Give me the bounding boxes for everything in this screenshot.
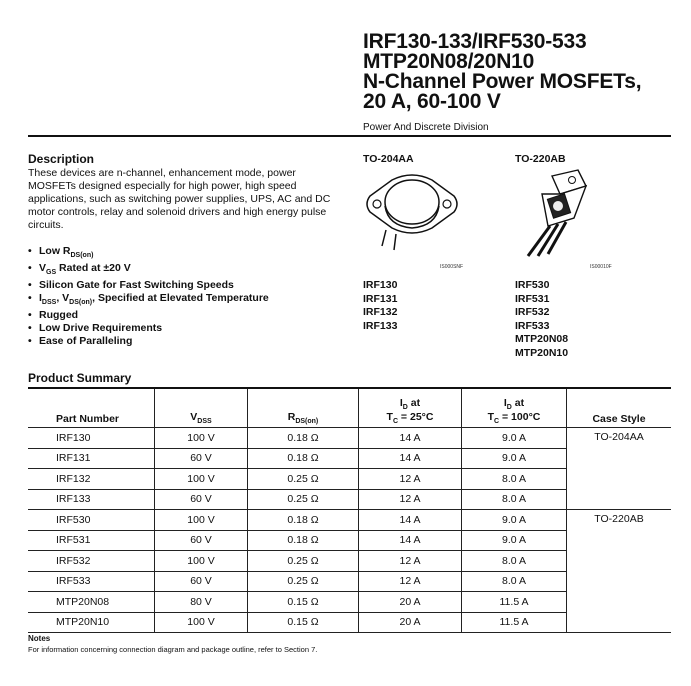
cell-id25: 12 A bbox=[359, 489, 462, 510]
part-item: IRF132 bbox=[363, 306, 398, 318]
cell-id25: 14 A bbox=[359, 510, 462, 531]
title-line: IRF130-133/IRF530-533 bbox=[363, 30, 587, 53]
cell-vdss: 60 V bbox=[155, 489, 248, 510]
part-item: IRF133 bbox=[363, 319, 398, 332]
cell-vdss: 100 V bbox=[155, 612, 248, 633]
cell-rds: 0.15 Ω bbox=[248, 612, 359, 633]
cell-part: IRF132 bbox=[28, 469, 155, 490]
cell-vdss: 80 V bbox=[155, 592, 248, 613]
product-summary-heading: Product Summary bbox=[28, 371, 132, 385]
column-header-case-style: Case Style bbox=[567, 388, 672, 428]
feature-item: • Silicon Gate for Fast Switching Speeds bbox=[28, 279, 269, 292]
cell-part: IRF133 bbox=[28, 489, 155, 510]
column-header-part-number: Part Number bbox=[56, 413, 120, 425]
cell-vdss: 100 V bbox=[155, 510, 248, 531]
cell-part: IRF130 bbox=[28, 428, 155, 449]
cell-part: IRF131 bbox=[28, 448, 155, 469]
part-item: MTP20N08 bbox=[515, 333, 569, 345]
column-header-vdss: $V_{DSS}$ bbox=[155, 388, 248, 428]
feature-item: • Rugged bbox=[28, 309, 269, 322]
to220ab-part-list bbox=[515, 279, 568, 360]
cell-rds: 0.15 Ω bbox=[248, 592, 359, 613]
package-label-to220ab: TO-220AB bbox=[515, 153, 566, 165]
cell-id100: 11.5 A bbox=[462, 612, 567, 633]
cell-id100: 9.0 A bbox=[462, 428, 567, 449]
cell-vdss: 100 V bbox=[155, 428, 248, 449]
to220ab-package-image bbox=[512, 166, 592, 262]
title-line: N-Channel Power MOSFETs, bbox=[363, 70, 642, 93]
cell-id25: 20 A bbox=[359, 592, 462, 613]
table-header-row bbox=[28, 388, 671, 428]
cell-id25: 12 A bbox=[359, 551, 462, 572]
notes-body: For information concerning connection diagram and package outline, refer to Section 7. bbox=[28, 645, 318, 654]
cell-id100: 8.0 A bbox=[462, 571, 567, 592]
part-item: MTP20N10 bbox=[515, 346, 569, 359]
cell-rds: 0.18 Ω bbox=[248, 428, 359, 449]
column-header-rds-on: $R_{DS(on)}$ bbox=[248, 388, 359, 428]
description-heading: Description bbox=[28, 152, 95, 166]
division-label: Power And Discrete Division bbox=[363, 122, 489, 133]
feature-item: • $I_{DSS}$, $V_{DS(on)}$, Specified at Elevated Temperature bbox=[28, 292, 269, 309]
figure-code: IS00010F bbox=[590, 264, 612, 270]
cell-id100: 9.0 A bbox=[462, 530, 567, 551]
feature-item: • Ease of Paralleling bbox=[28, 335, 269, 348]
header-divider bbox=[28, 135, 671, 137]
cell-rds: 0.25 Ω bbox=[248, 571, 359, 592]
description-body: These devices are n-channel, enhancement mode, power MOSFETs designed especially for high power, high speed applications, such as switching power supplies, UPS, AC and DC motor controls, relay and solenoid drivers and high energy pulse circuits. bbox=[28, 167, 331, 231]
cell-part: IRF533 bbox=[28, 571, 155, 592]
part-item: IRF530 bbox=[515, 279, 550, 291]
cell-rds: 0.25 Ω bbox=[248, 551, 359, 572]
table-row bbox=[28, 428, 671, 449]
figure-code: IS000SNF bbox=[440, 264, 464, 270]
cell-rds: 0.18 Ω bbox=[248, 510, 359, 531]
cell-id100: 9.0 A bbox=[462, 448, 567, 469]
part-item: IRF531 bbox=[515, 292, 550, 305]
cell-id25: 20 A bbox=[359, 612, 462, 633]
cell-vdss: 100 V bbox=[155, 469, 248, 490]
part-item: IRF533 bbox=[515, 319, 550, 332]
notes-heading: Notes bbox=[28, 634, 51, 643]
cell-part: IRF532 bbox=[28, 551, 155, 572]
cell-id25: 14 A bbox=[359, 448, 462, 469]
title-line: MTP20N08/20N10 bbox=[363, 50, 535, 73]
cell-rds: 0.25 Ω bbox=[248, 489, 359, 510]
cell-rds: 0.18 Ω bbox=[248, 448, 359, 469]
cell-id100: 9.0 A bbox=[462, 510, 567, 531]
part-item: IRF131 bbox=[363, 292, 398, 305]
cell-id100: 8.0 A bbox=[462, 551, 567, 572]
cell-rds: 0.25 Ω bbox=[248, 469, 359, 490]
to204aa-package-image bbox=[362, 166, 462, 262]
feature-item: • Low $R_{DS(on)}$ bbox=[28, 245, 269, 262]
cell-case-style: TO-204AA bbox=[567, 428, 672, 510]
cell-id100: 8.0 A bbox=[462, 489, 567, 510]
cell-vdss: 60 V bbox=[155, 530, 248, 551]
cell-id25: 12 A bbox=[359, 469, 462, 490]
feature-item: • $V_{GS}$ Rated at ±20 V bbox=[28, 262, 269, 279]
column-header-id-25c: $I_D$ at $T_C = 25^\circ C$ bbox=[359, 388, 462, 428]
feature-item: • Low Drive Requirements bbox=[28, 322, 269, 335]
document-title bbox=[363, 32, 641, 112]
cell-vdss: 100 V bbox=[155, 551, 248, 572]
product-summary-table bbox=[28, 387, 671, 633]
table-row bbox=[28, 510, 671, 531]
cell-id100: 8.0 A bbox=[462, 469, 567, 490]
cell-id100: 11.5 A bbox=[462, 592, 567, 613]
cell-vdss: 60 V bbox=[155, 448, 248, 469]
cell-part: MTP20N10 bbox=[28, 612, 155, 633]
cell-id25: 12 A bbox=[359, 571, 462, 592]
package-label-to204aa: TO-204AA bbox=[363, 153, 414, 165]
cell-id25: 14 A bbox=[359, 530, 462, 551]
part-item: IRF532 bbox=[515, 306, 550, 318]
cell-part: MTP20N08 bbox=[28, 592, 155, 613]
cell-id25: 14 A bbox=[359, 428, 462, 449]
cell-part: IRF530 bbox=[28, 510, 155, 531]
part-item: IRF130 bbox=[363, 279, 398, 291]
cell-vdss: 60 V bbox=[155, 571, 248, 592]
feature-list bbox=[28, 245, 269, 348]
to204aa-part-list bbox=[363, 279, 397, 333]
cell-part: IRF531 bbox=[28, 530, 155, 551]
title-line: 20 A, 60-100 V bbox=[363, 90, 501, 113]
cell-rds: 0.18 Ω bbox=[248, 530, 359, 551]
column-header-id-100c: $I_D$ at $T_C = 100^\circ C$ bbox=[462, 388, 567, 428]
cell-case-style: TO-220AB bbox=[567, 510, 672, 633]
